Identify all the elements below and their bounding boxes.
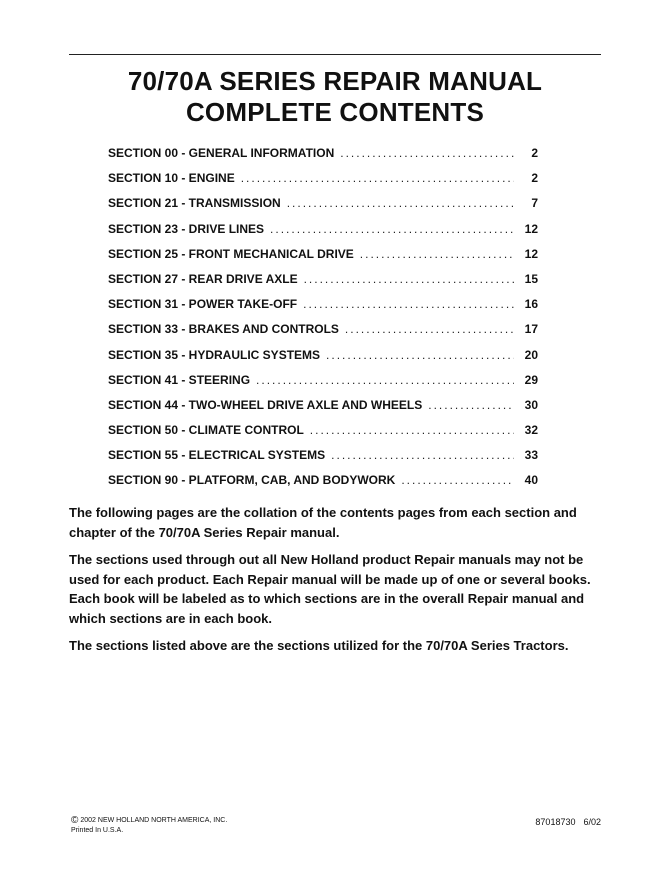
toc-section-label: SECTION 50 - CLIMATE CONTROL	[108, 423, 304, 438]
toc-section-label: SECTION 23 - DRIVE LINES	[108, 221, 265, 236]
toc-page-number: 2	[531, 171, 538, 186]
toc-section-label: SECTION 21 - TRANSMISSION	[108, 196, 281, 211]
toc-leader-dots	[360, 247, 514, 261]
toc-entry-section-00	[108, 146, 538, 171]
toc-page-number: 20	[524, 347, 538, 362]
intro-paragraph-collation: The following pages are the collation of the contents pages from each section and chapter of the 70/70A Series Repair manual.	[69, 505, 577, 540]
footer-copyright-block	[71, 816, 227, 836]
toc-section-label: SECTION 90 - PLATFORM, CAB, AND BODYWORK	[108, 473, 396, 488]
toc-section-label: SECTION 35 - HYDRAULIC SYSTEMS	[108, 347, 321, 362]
toc-section-label: SECTION 44 - TWO-WHEEL DRIVE AXLE AND WHEELS	[108, 397, 423, 412]
revision-date: 6/02	[583, 817, 601, 827]
toc-leader-dots	[345, 322, 514, 336]
toc-entry-section-50	[108, 423, 538, 448]
toc-section-label: SECTION 31 - POWER TAKE-OFF	[108, 297, 298, 312]
toc-page-number: 17	[524, 322, 538, 337]
toc-leader-dots	[401, 473, 514, 487]
toc-leader-dots	[270, 222, 514, 236]
copyright-symbol: ©	[71, 815, 79, 826]
toc-page-number: 29	[524, 372, 538, 387]
toc-section-label: SECTION 27 - REAR DRIVE AXLE	[108, 271, 298, 286]
copyright-text: 2002 NEW HOLLAND NORTH AMERICA, INC.	[80, 817, 228, 824]
toc-entry-section-10	[108, 171, 538, 196]
toc-leader-dots	[256, 373, 514, 387]
intro-paragraph-sections-utilized: The sections listed above are the sections utilized for the 70/70A Series Tractors.	[69, 638, 569, 653]
toc-entry-section-41	[108, 373, 538, 398]
top-rule	[69, 54, 601, 55]
printed-in-text: Printed In U.S.A.	[71, 827, 124, 834]
toc-leader-dots	[310, 423, 514, 437]
toc-page-number: 2	[531, 146, 538, 160]
toc-entry-section-31	[108, 297, 538, 322]
toc-page-number: 33	[524, 448, 538, 463]
toc-leader-dots	[303, 297, 514, 311]
toc-section-label: SECTION 55 - ELECTRICAL SYSTEMS	[108, 448, 326, 463]
toc-leader-dots	[428, 398, 514, 412]
toc-section-label: SECTION 33 - BRAKES AND CONTROLS	[108, 322, 339, 337]
toc-entry-section-33	[108, 322, 538, 347]
toc-leader-dots	[331, 448, 514, 462]
toc-page-number: 12	[524, 246, 538, 261]
toc-entry-section-23	[108, 222, 538, 247]
toc-page-number: 40	[524, 473, 538, 488]
toc-leader-dots	[340, 146, 514, 160]
toc-page-number: 12	[524, 221, 538, 236]
toc-entry-section-90	[108, 473, 538, 498]
toc-leader-dots	[326, 348, 514, 362]
toc-page-number: 16	[524, 297, 538, 312]
toc-entry-section-55	[108, 448, 538, 473]
footer-part-info	[535, 816, 601, 828]
intro-paragraph-sections-usage: The sections used through out all New Holland product Repair manuals may not be used for each product. Each Repair manual will be made up of one or several books. Each book will be labeled as to which sections are in the overall Repair manual and which sections are in each book.	[69, 552, 591, 626]
document-title-line-2: COMPLETE CONTENTS	[185, 97, 485, 127]
toc-page-number: 7	[531, 196, 538, 211]
toc-page-number: 32	[524, 423, 538, 438]
part-number: 87018730	[535, 817, 576, 827]
toc-leader-dots	[287, 196, 514, 210]
toc-entry-section-35	[108, 348, 538, 373]
toc-entry-section-27	[108, 272, 538, 297]
toc-entry-section-44	[108, 398, 538, 423]
toc-section-label: SECTION 41 - STEERING	[108, 372, 251, 387]
document-title-line-1: 70/70A SERIES REPAIR MANUAL	[127, 66, 543, 96]
toc-page-number: 30	[524, 397, 538, 412]
contents-list	[108, 146, 538, 499]
toc-page-number: 15	[524, 271, 538, 286]
toc-leader-dots	[304, 272, 514, 286]
toc-section-label: SECTION 00 - GENERAL INFORMATION	[108, 146, 335, 160]
toc-entry-section-25	[108, 247, 538, 272]
toc-section-label: SECTION 10 - ENGINE	[108, 171, 235, 186]
copyright-line	[71, 816, 227, 826]
toc-leader-dots	[241, 171, 514, 185]
toc-entry-section-21	[108, 196, 538, 221]
toc-section-label: SECTION 25 - FRONT MECHANICAL DRIVE	[108, 246, 354, 261]
